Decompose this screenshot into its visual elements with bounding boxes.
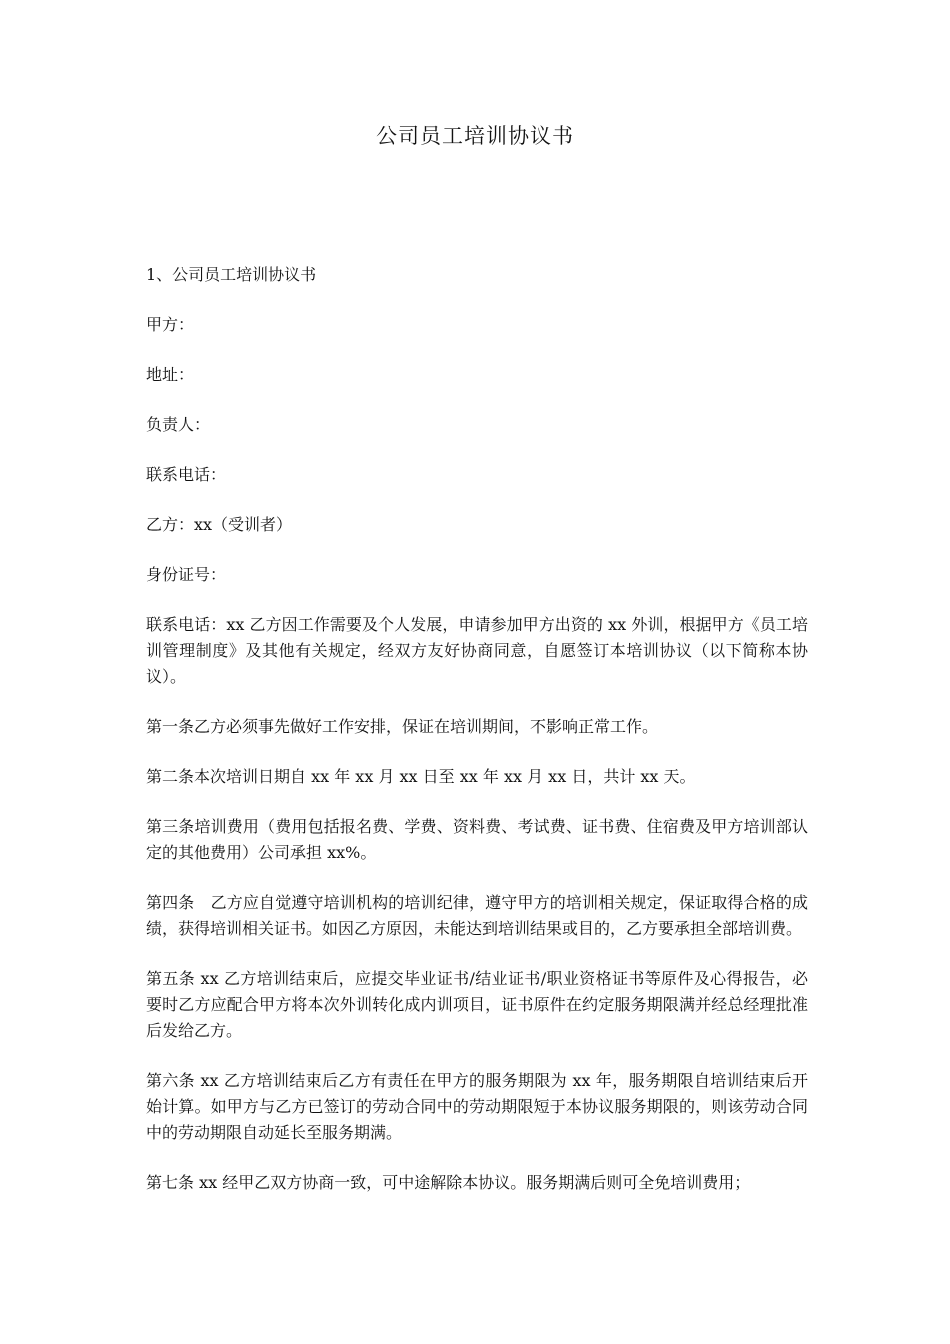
article-4: 第四条 乙方应自觉遵守培训机构的培训纪律，遵守甲方的培训相关规定，保证取得合格的成绩，获得培训相关证书。如因乙方原因，未能达到培训结果或目的，乙方要承担全部培训费。 [146, 893, 808, 938]
phone-field: 联系电话： [146, 465, 227, 484]
party-b-field: 乙方：xx（受训者） [146, 515, 293, 534]
address-field: 地址： [146, 365, 195, 384]
article-5: 第五条 xx 乙方培训结束后，应提交毕业证书/结业证书/职业资格证书等原件及心得报告，必要时乙方应配合甲方将本次外训转化成内训项目，证书原件在约定服务期限满并经总经理批准后发给乙方。 [146, 969, 808, 1040]
intro-paragraph: 联系电话：xx 乙方因工作需要及个人发展，申请参加甲方出资的 xx 外训，根据甲方《员工培训管理制度》及其他有关规定，经双方友好协商同意，自愿签订本培训协议（以下简称本协议）。 [146, 615, 808, 686]
person-in-charge-field: 负责人： [146, 415, 211, 434]
document-body [146, 262, 808, 1220]
article-2: 第二条本次培训日期自 xx 年 xx 月 xx 日至 xx 年 xx 月 xx 日，共计 xx 天。 [146, 767, 696, 786]
party-a-field: 甲方： [146, 315, 195, 334]
section-heading: 1、公司员工培训协议书 [146, 265, 317, 284]
article-3: 第三条培训费用（费用包括报名费、学费、资料费、考试费、证书费、住宿费及甲方培训部认定的其他费用）公司承担 xx%。 [146, 817, 808, 862]
id-number-field: 身份证号： [146, 565, 227, 584]
article-1: 第一条乙方必须事先做好工作安排，保证在培训期间，不影响正常工作。 [146, 717, 659, 736]
document-title: 公司员工培训协议书 [376, 124, 574, 148]
article-7: 第七条 xx 经甲乙双方协商一致，可中途解除本协议。服务期满后则可全免培训费用； [146, 1173, 751, 1192]
article-6: 第六条 xx 乙方培训结束后乙方有责任在甲方的服务期限为 xx 年，服务期限自培训结束后开始计算。如甲方与乙方已签订的劳动合同中的劳动期限短于本协议服务期限的，则该劳动合同中的劳动期限自动延长至服务期满。 [146, 1071, 808, 1142]
